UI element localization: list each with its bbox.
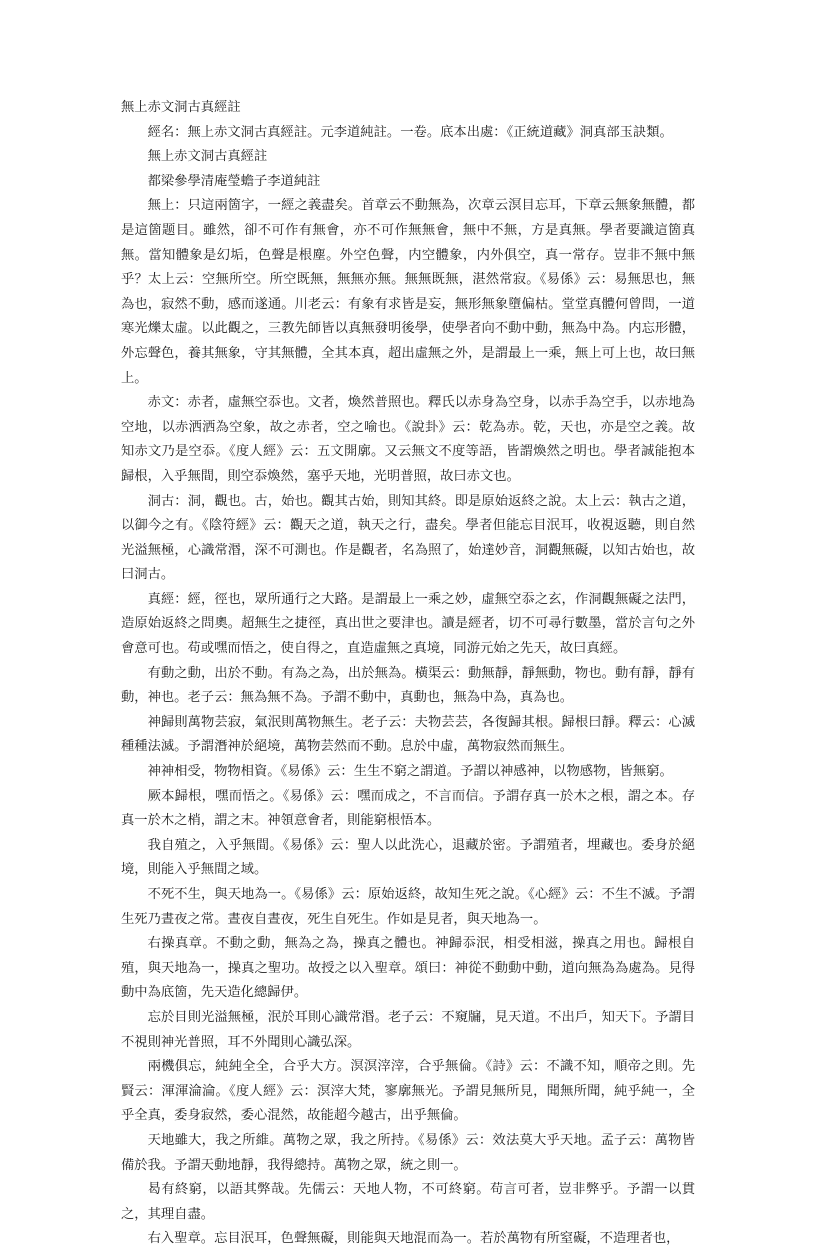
paragraph: 右入聖章。忘目泯耳，色聲無礙，則能與天地混而為一。若於萬物有所窒礙，不造理者也，: [147, 1231, 680, 1247]
paragraph: 無上：只這兩箇字，一經之義盡矣。首章云不動無為，次章云溟目忘耳，下章云無象無體，都是這箇题目。雖然，卻不可作有無會，亦不可作無無會，無中不無，方是真無。學者要識這箇真無。當知體象是幻垢，色聲是根塵。外空色聲，内空體象，内外俱空，真一常存。豈非不無中無乎？太上云：空無所空。所空既無，無無亦無。無無既無，湛然常寂。《易係》云：易無思也，無為也，寂然不動，感而遂通。川老云：有象有求皆是妄，無形無象墮偏枯。堂堂真體何曾問，一道寒光爍太虛。以此觀之，三教先師皆以真無發明後學，使學者向不動中動，無為中為。内忘形體，外忘聲色，養其無象，守其無體，全其本真，超出虛無之外，是謂最上一乘，無上可上也，故曰無上。: [121, 198, 695, 386]
paragraph: 神歸則萬物芸寂，氣泯則萬物無生。老子云：夫物芸芸，各復歸其根。歸根曰靜。釋云：心滅種種法滅。予謂潛神於絕境，萬物芸然而不動。息於中虛，萬物寂然而無生。: [121, 714, 695, 755]
scripture-meta-line: 經名：無上赤文洞古真經註。元李道純註。一卷。底本出處：《正統道藏》洞真部玉訣類。: [147, 124, 673, 140]
paragraph: 洞古：洞，觀也。古，始也。觀其古始，則知其終。即是原始返終之說。太上云：執古之道，以御今之有。《陰符經》云：觀天之道，執天之行，盡矣。學者但能忘目泯耳，收視返聽，則自然光溢無極，心識常湣，深不可測也。作是觀者，名為照了，始達妙音，洞觀無礙，以知古始也，故曰洞古。: [121, 493, 695, 583]
paragraph: 不死不生，與天地為一。《易係》云：原始返終，故知生死之說。《心經》云：不生不滅。予謂生死乃晝夜之常。晝夜自晝夜，死生自死生。作如是見者，與天地為一。: [121, 887, 695, 927]
paragraph: 忘於目則光溢無極，泯於耳則心識常湣。老子云：不窺牖，見天道。不出戶，知天下。予謂目不視則神光普照，耳不外聞則心識弘深。: [121, 1009, 695, 1050]
paragraph: 天地雖大，我之所維。萬物之眾，我之所持。《易係》云：效法莫大乎天地。孟子云：萬物皆備於我。予謂天動地靜，我得總持。萬物之眾，統之則一。: [121, 1132, 695, 1173]
document-title: 無上赤文洞古真經註: [121, 100, 241, 115]
paragraph: 真經：經，徑也，眾所通行之大路。是謂最上一乘之妙，虛無空忝之玄，作洞觀無礙之法門，造原始返終之問奧。超無生之捷徑，真出世之要津也。讀是經者，切不可尋行數墨，當於言句之外會意可也。苟或嘿而悟之，使自得之，直造虛無之真境，同游元始之先天，故曰真經。: [121, 591, 695, 657]
paragraph: 神神相受，物物相資。《易係》云：生生不窮之謂道。予謂以神感神，以物感物，皆無窮。: [147, 764, 673, 780]
paragraph: 赤文：赤者，虛無空忝也。文者，煥然普照也。釋氏以赤身為空身，以赤手為空手，以赤地為空地，以赤洒洒為空象，故之赤者，空之喻也。《說卦》云：乾為赤。乾，天也，亦是空之義。故知赤文乃是空忝。《度人經》云：五文開廓。又云無文不度等語，皆謂煥然之明也。學者誠能抱本歸根，入乎無間，則空忝煥然，塞乎天地，光明普照，故曰赤文也。: [121, 395, 695, 484]
document-body: [121, 96, 695, 1252]
paragraph: 有動之動，出於不動。有為之為，出於無為。橫渠云：動無靜，靜無動，物也。動有靜，靜有動，神也。老子云：無為無不為。予謂不動中，真動也，無為中為，真為也。: [121, 665, 695, 706]
paragraph: 曷有終窮，以語其弊哉。先儒云：天地人物，不可終窮。苟言可者，豈非弊乎。予謂一以貫之，其理自盡。: [121, 1182, 695, 1222]
paragraph: 厥本歸根，嘿而悟之。《易係》云：嘿而成之，不言而信。予謂存真一於木之根，謂之本。存真一於木之梢，謂之末。神領意會者，則能窮根悟本。: [121, 788, 695, 829]
paragraph: 右操真章。不動之動，無為之為，操真之體也。神歸忝泯，相受相滋，操真之用也。歸根自殖，與天地為一，操真之聖功。故授之以入聖章。頌曰：神從不動動中動，道向無為為處為。見得動中為底箇，先天造化總歸伊。: [121, 936, 695, 1001]
paragraph: 我自殖之，入乎無間。《易係》云：聖人以此洗心，退藏於密。予謂殖者，埋藏也。委身於絕境，則能入乎無間之域。: [121, 837, 695, 878]
inner-title-line: 無上赤文洞古真經註: [147, 149, 268, 165]
annotator-line: 都梁參學清庵瑩蟾子李道純註: [147, 173, 321, 189]
paragraph: 兩機俱忘，純純全全，合乎大方。溟溟滓滓，合乎無倫。《詩》云：不識不知，順帝之則。先賢云：渾渾淪淪。《度人經》云：溟滓大梵，寥廓無光。予謂見無所見，聞無所聞，純乎純一，全乎全真，委身寂然，委心混然，故能超今越古，出乎無倫。: [121, 1059, 695, 1124]
